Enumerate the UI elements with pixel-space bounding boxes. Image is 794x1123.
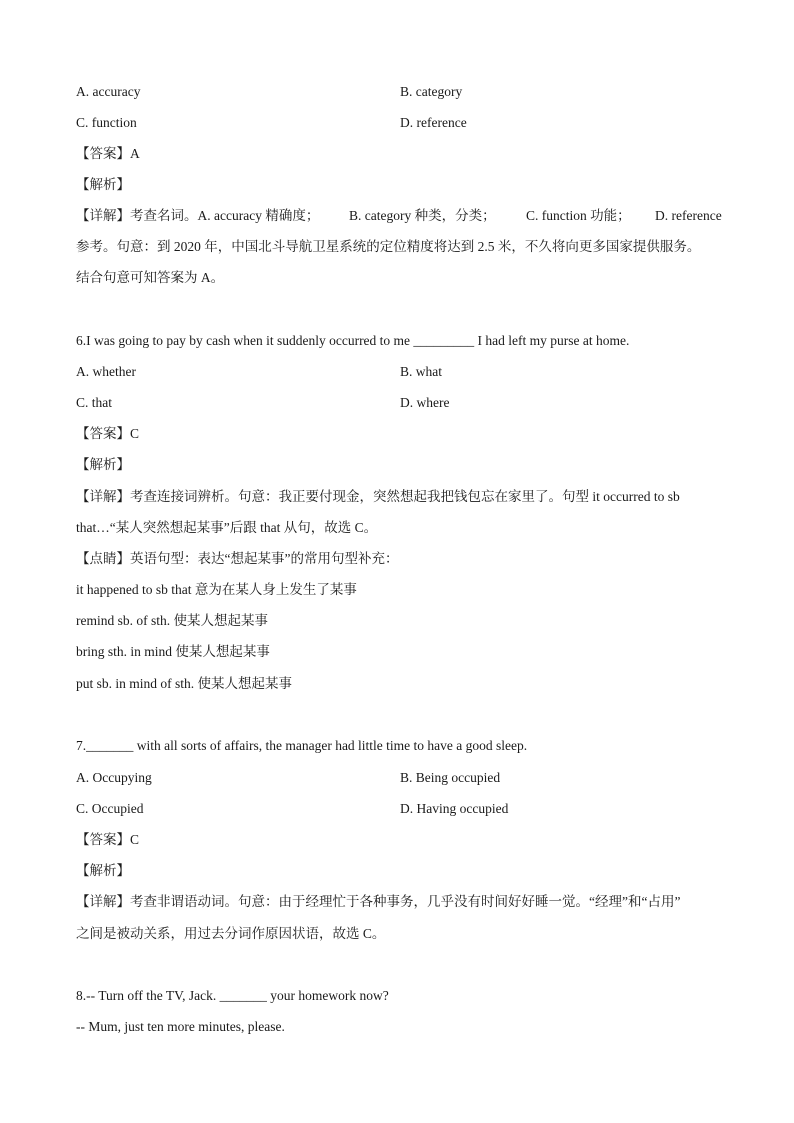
q8-stem-line-2: -- Mum, just ten more minutes, please. (76, 1019, 285, 1034)
q7-option-d: D. Having occupied (400, 801, 509, 816)
q7-option-b: B. Being occupied (400, 770, 501, 785)
q7-analysis-heading: 【解析】 (76, 863, 130, 878)
q7-stem: 7._______ with all sorts of affairs, the manager had little time to have a good sleep. (76, 738, 528, 753)
q5-option-d: D. reference (400, 115, 467, 130)
q5-option-c: C. function (76, 115, 137, 130)
q6-detail-line-2: that…“某人突然想起某事”后跟 that 从句，故选 C。 (76, 520, 378, 535)
q7-option-a: A. Occupying (76, 770, 152, 785)
q5-option-b: B. category (400, 84, 463, 99)
q5-detail-part-c: C. function 功能； (526, 208, 631, 223)
q6-analysis-heading: 【解析】 (76, 457, 130, 472)
q5-option-a: A. accuracy (76, 84, 141, 99)
q5-detail-line-3: 结合句意可知答案为 A。 (76, 270, 225, 285)
q7-answer: 【答案】C (76, 832, 140, 847)
q6-example-1: it happened to sb that 意为在某人身上发生了某事 (76, 582, 357, 597)
q6-example-2: remind sb. of sth. 使某人想起某事 (76, 613, 268, 628)
q6-option-b: B. what (400, 364, 442, 379)
q6-detail-line-1: 【详解】考查连接词辨析。句意：我正要付现金，突然想起我把钱包忘在家里了。句型 it occurred to sb (76, 489, 680, 504)
q5-detail-part-d: D. reference (655, 208, 722, 223)
q6-tip: 【点睛】英语句型：表达“想起某事”的常用句型补充： (76, 551, 399, 566)
q7-detail-line-2: 之间是被动关系，用过去分词作原因状语，故选 C。 (76, 926, 386, 941)
q5-detail-line-2: 参考。句意：到 2020 年，中国北斗导航卫星系统的定位精度将达到 2.5 米，不久将向更多国家提供服务。 (76, 239, 701, 254)
q6-example-4: put sb. in mind of sth. 使某人想起某事 (76, 676, 293, 691)
q6-answer: 【答案】C (76, 426, 140, 441)
q7-detail-line-1: 【详解】考查非谓语动词。句意：由于经理忙于各种事务，几乎没有时间好好睡一觉。“经理”和“占用” (76, 894, 681, 909)
q5-answer: 【答案】A (76, 146, 140, 161)
q6-option-a: A. whether (76, 364, 136, 379)
q7-option-c: C. Occupied (76, 801, 144, 816)
q8-stem-line-1: 8.-- Turn off the TV, Jack. _______ your homework now? (76, 988, 389, 1003)
q5-detail-part-b: B. category 种类，分类； (349, 208, 496, 223)
q6-example-3: bring sth. in mind 使某人想起某事 (76, 644, 270, 659)
q6-stem: 6.I was going to pay by cash when it suddenly occurred to me _________ I had left my purse at home. (76, 333, 630, 348)
q6-option-d: D. where (400, 395, 450, 410)
q5-detail-part-a: 【详解】考查名词。A. accuracy 精确度； (76, 208, 320, 223)
q5-analysis-heading: 【解析】 (76, 177, 130, 192)
q6-option-c: C. that (76, 395, 112, 410)
